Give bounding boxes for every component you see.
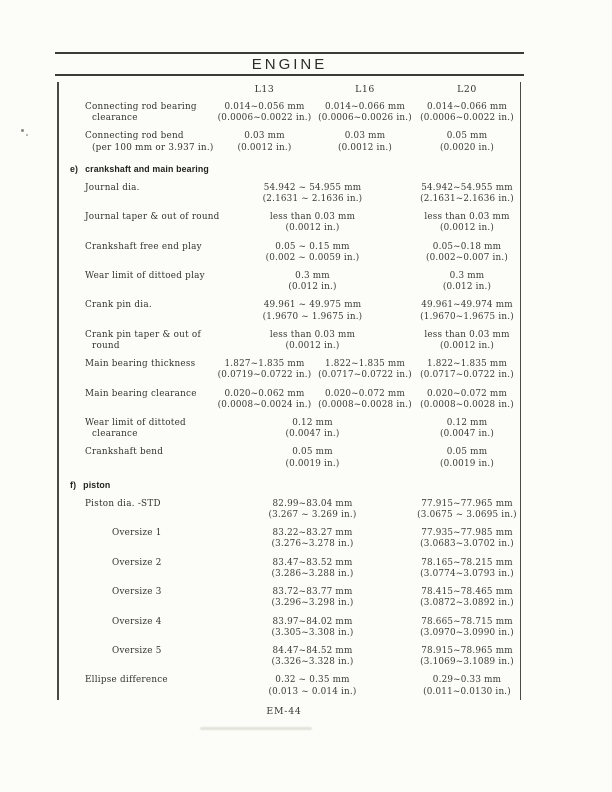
spec-label — [57, 131, 212, 153]
spec-value-line: 83.22~83.27 mm — [272, 528, 353, 539]
spec-value-line: 54.942 ~ 54.955 mm — [263, 182, 362, 193]
spec-label — [57, 212, 220, 234]
spec-label-line: Connecting rod bend — [85, 131, 184, 142]
spec-value-line: (0.0012 in.) — [337, 142, 393, 153]
spec-row — [57, 447, 521, 469]
spec-label — [57, 617, 212, 639]
spec-value-l20 — [413, 183, 521, 205]
spec-value-l20 — [413, 558, 521, 580]
section-prefix: f) — [70, 479, 77, 490]
spec-label-line: Piston dia. -STD — [85, 498, 161, 509]
spec-value-l13-l16 — [212, 587, 413, 609]
spec-value-line: 78.915~78.965 mm — [421, 645, 513, 656]
spec-value-l13-l16 — [212, 300, 413, 322]
column-header-l13: L13 — [254, 84, 275, 95]
spec-value-l13-l16 — [212, 330, 413, 352]
spec-value-l13-l16 — [212, 617, 413, 639]
spec-value-line: 0.05 ~ 0.15 mm — [275, 241, 350, 252]
section-header — [70, 164, 521, 174]
spec-label-line: Journal dia. — [85, 182, 140, 193]
spec-value-l16 — [317, 389, 413, 411]
spec-value-l20 — [413, 131, 521, 153]
spec-label-line: (per 100 mm or 3.937 in.) — [92, 142, 214, 153]
spec-value-line: (2.1631 ~ 2.1636 in.) — [262, 194, 363, 205]
spec-value-line: 0.05 mm — [292, 447, 333, 458]
spec-label-line: Oversize 4 — [112, 616, 162, 627]
spec-row — [57, 300, 521, 322]
spec-value-line: (0.002 ~ 0.0059 in.) — [265, 252, 360, 263]
spec-value-l20 — [413, 499, 521, 521]
spec-value-line: (3.0774~3.0793 in.) — [420, 568, 514, 579]
spec-value-l20 — [413, 271, 521, 293]
spec-label-line: clearance — [92, 113, 138, 124]
spec-label — [57, 271, 212, 293]
spec-value-l20 — [413, 330, 521, 352]
spec-row — [57, 389, 521, 411]
column-header-l20: L20 — [457, 84, 477, 95]
spec-row — [57, 359, 521, 381]
spec-value-line: 0.05~0.18 mm — [432, 241, 502, 252]
spec-value-line: (0.0008~0.0028 in.) — [318, 399, 412, 410]
spec-table — [57, 84, 521, 705]
spec-value-l13 — [212, 131, 317, 153]
spec-label-line: Main bearing thickness — [85, 359, 196, 370]
spec-value-line: 1.822~1.835 mm — [426, 359, 508, 370]
spec-value-l13-l16 — [212, 646, 413, 668]
spec-label — [57, 330, 212, 352]
spec-value-line: 78.165~78.215 mm — [421, 557, 513, 568]
spec-value-line: 84.47~84.52 mm — [272, 645, 353, 656]
spec-value-l13-l16 — [212, 447, 413, 469]
spec-label-line: Main bearing clearance — [85, 388, 197, 399]
spec-value-line: (3.0970~3.0990 in.) — [420, 627, 514, 638]
spec-value-l20 — [413, 212, 521, 234]
spec-value-line: (0.0012 in.) — [439, 223, 495, 234]
spec-value-l20 — [413, 617, 521, 639]
spec-value-line: 82.99~83.04 mm — [272, 498, 353, 509]
spec-value-line: 77.915~77.965 mm — [421, 498, 513, 509]
spec-row — [57, 131, 521, 153]
spec-value-line: (3.0675 ~ 3.0695 in.) — [417, 510, 517, 521]
column-header-spacer — [57, 84, 212, 95]
spec-label-line: Wear limit of dittoted — [85, 418, 186, 429]
header-rule-bottom — [55, 74, 524, 76]
spec-value-line: (0.0019 in.) — [439, 458, 495, 469]
spec-value-l20 — [413, 528, 521, 550]
spec-value-line: (0.012 in.) — [442, 282, 492, 293]
spec-value-line: 1.827~1.835 mm — [224, 359, 305, 370]
spec-value-l20 — [413, 587, 521, 609]
spec-value-l20 — [413, 102, 521, 124]
spec-value-line: 83.47~83.52 mm — [272, 557, 353, 568]
spec-value-line: (2.1631~2.1636 in.) — [420, 194, 514, 205]
spec-value-line: 54.942~54.955 mm — [421, 182, 513, 193]
spec-value-line: 0.3 mm — [295, 271, 330, 282]
spec-label — [57, 102, 212, 124]
spec-value-line: less than 0.03 mm — [269, 212, 356, 223]
spec-value-line: (0.0012 in.) — [237, 142, 292, 153]
spec-value-l20 — [413, 359, 521, 381]
spec-value-line: (3.1069~3.1089 in.) — [420, 657, 514, 668]
spec-value-line: 0.32 ~ 0.35 mm — [275, 675, 350, 686]
spec-value-l20 — [413, 675, 521, 697]
spec-value-line: 49.961 ~ 49.975 mm — [263, 300, 362, 311]
spec-value-line: (3.296~3.298 in.) — [271, 598, 354, 609]
spec-value-line: 0.3 mm — [449, 271, 485, 282]
spec-label-line: round — [92, 341, 120, 352]
section-prefix: e) — [70, 163, 79, 174]
spec-label — [57, 359, 212, 381]
spec-label-line: Crankshaft bend — [85, 447, 164, 458]
spec-row — [57, 183, 521, 205]
spec-row — [57, 646, 521, 668]
spec-label — [57, 447, 212, 469]
spec-value-line: (0.002~0.007 in.) — [425, 252, 509, 263]
spec-row — [57, 212, 521, 234]
spec-value-l13-l16 — [212, 528, 413, 550]
spec-value-line: 49.961~49.974 mm — [421, 300, 513, 311]
spec-value-line: 78.415~78.465 mm — [421, 587, 513, 598]
spec-row — [57, 330, 521, 352]
section-header — [70, 480, 521, 490]
spec-value-line: less than 0.03 mm — [424, 212, 510, 223]
spec-value-line: (3.305~3.308 in.) — [271, 627, 354, 638]
spec-value-l16 — [317, 102, 413, 124]
spec-value-line: (0.0047 in.) — [439, 429, 495, 440]
spec-value-line: (0.0006~0.0022 in.) — [217, 113, 312, 124]
spec-value-line: (0.0717~0.0722 in.) — [318, 370, 412, 381]
spec-value-line: (0.0019 in.) — [285, 458, 340, 469]
spec-value-line: (3.267 ~ 3.269 in.) — [268, 510, 357, 521]
spec-value-line: 0.020~0.072 mm — [324, 388, 406, 399]
spec-value-l16 — [317, 131, 413, 153]
spec-label-line: Wear limit of dittoed play — [85, 271, 205, 282]
spec-value-l20 — [413, 418, 521, 440]
spec-row — [57, 102, 521, 124]
spec-value-l16 — [317, 359, 413, 381]
spec-label-line: Ellipse difference — [85, 675, 168, 686]
spec-label-line: Crank pin taper & out of — [85, 329, 201, 340]
spec-value-line: 0.05 mm — [446, 131, 488, 142]
spec-label-line: Oversize 5 — [112, 645, 162, 656]
spec-value-l13 — [212, 102, 317, 124]
spec-label — [57, 675, 212, 697]
section-title: piston — [83, 479, 111, 490]
spec-value-line: (1.9670 ~ 1.9675 in.) — [262, 311, 363, 322]
spec-value-line: less than 0.03 mm — [269, 329, 356, 340]
spec-label-line: Journal taper & out of round — [85, 212, 220, 223]
spec-value-line: (0.013 ~ 0.014 in.) — [268, 686, 357, 697]
spec-value-line: 0.014~0.056 mm — [224, 102, 305, 112]
spec-label-line: Crank pin dia. — [85, 300, 152, 311]
spec-label-line: clearance — [92, 429, 138, 440]
spec-label — [57, 558, 212, 580]
spec-value-line: (0.0012 in.) — [285, 223, 340, 234]
spec-value-l13-l16 — [212, 242, 413, 264]
spec-value-line: (0.0719~0.0722 in.) — [217, 370, 312, 381]
column-header-l16: L16 — [355, 84, 375, 95]
spec-value-line: (0.0020 in.) — [439, 142, 495, 153]
spec-value-line: (3.0872~3.0892 in.) — [420, 598, 514, 609]
spec-label — [57, 183, 212, 205]
spec-row — [57, 587, 521, 609]
page-title: ENGINE — [251, 56, 328, 73]
spec-value-line: 83.97~84.02 mm — [272, 616, 353, 627]
column-header-row — [57, 84, 521, 95]
spec-label — [57, 646, 212, 668]
spec-value-l20 — [413, 389, 521, 411]
spec-value-l13-l16 — [212, 212, 413, 234]
spec-value-line: (0.011~0.0130 in.) — [423, 686, 511, 697]
spec-value-l13-l16 — [212, 183, 413, 205]
spec-row — [57, 528, 521, 550]
spec-value-line: 0.014~0.066 mm — [426, 102, 508, 112]
spec-label — [57, 242, 212, 264]
spec-row — [57, 558, 521, 580]
spec-value-line: (0.0717~0.0722 in.) — [420, 370, 514, 381]
page-number: EM-44 — [266, 706, 302, 717]
spec-value-line: (0.0006~0.0022 in.) — [420, 113, 514, 124]
spec-label — [57, 389, 212, 411]
spec-label-line: Connecting rod bearing — [85, 102, 197, 112]
spec-value-line: (0.0008~0.0024 in.) — [217, 399, 312, 410]
spec-value-line: 0.020~0.072 mm — [426, 388, 508, 399]
spec-value-l13-l16 — [212, 675, 413, 697]
spec-value-line: (0.0008~0.0028 in.) — [420, 399, 514, 410]
spec-value-line: 0.29~0.33 mm — [432, 675, 502, 686]
spec-value-line: 0.12 mm — [292, 418, 333, 429]
spec-value-line: 0.020~0.062 mm — [224, 388, 305, 399]
spec-row — [57, 675, 521, 697]
spec-label — [57, 499, 212, 521]
spec-label-line: Oversize 3 — [112, 587, 162, 598]
spec-value-l20 — [413, 242, 521, 264]
spec-value-line: 78.665~78.715 mm — [421, 616, 513, 627]
spec-row — [57, 271, 521, 293]
spec-value-line: 0.03 mm — [244, 131, 285, 142]
spec-label — [57, 300, 212, 322]
spec-label-line: Oversize 2 — [112, 557, 162, 568]
spec-label-line: Oversize 1 — [112, 528, 162, 539]
spec-value-l20 — [413, 646, 521, 668]
spec-value-line: (3.286~3.288 in.) — [271, 568, 354, 579]
spec-value-line: 0.014~0.066 mm — [324, 102, 406, 112]
spec-value-line: (0.0012 in.) — [439, 341, 495, 352]
spec-value-line: less than 0.03 mm — [424, 329, 510, 340]
spec-value-l13 — [212, 389, 317, 411]
header-rule-top — [55, 52, 524, 54]
spec-value-line: 0.05 mm — [446, 447, 488, 458]
spec-value-l13-l16 — [212, 499, 413, 521]
spec-table-body — [57, 102, 521, 698]
spec-value-l20 — [413, 447, 521, 469]
spec-label — [57, 418, 212, 440]
spec-row — [57, 499, 521, 521]
scan-smudge — [200, 727, 312, 730]
spec-value-line: 77.935~77.985 mm — [421, 528, 513, 539]
spec-value-l20 — [413, 300, 521, 322]
spec-label-line: Crankshaft free end play — [85, 241, 202, 252]
spec-label — [57, 528, 212, 550]
section-title: crankshaft and main bearing — [85, 163, 209, 174]
spec-value-line: (3.276~3.278 in.) — [271, 539, 354, 550]
scan-speck — [21, 129, 24, 132]
spec-row — [57, 617, 521, 639]
spec-value-l13-l16 — [212, 271, 413, 293]
spec-value-line: (0.0006~0.0026 in.) — [318, 113, 412, 124]
spec-value-line: 0.12 mm — [446, 418, 488, 429]
spec-label — [57, 587, 212, 609]
spec-value-line: 1.822~1.835 mm — [324, 359, 406, 370]
spec-value-line: (3.326~3.328 in.) — [271, 657, 354, 668]
spec-value-line: (3.0683~3.0702 in.) — [420, 539, 514, 550]
spec-row — [57, 418, 521, 440]
spec-value-l13-l16 — [212, 558, 413, 580]
scan-speck — [26, 134, 28, 136]
spec-value-line: (1.9670~1.9675 in.) — [420, 311, 514, 322]
spec-value-line: (0.0047 in.) — [285, 429, 340, 440]
spec-value-line: (0.012 in.) — [288, 282, 337, 293]
spec-value-line: 83.72~83.77 mm — [272, 587, 353, 598]
spec-value-line: 0.03 mm — [344, 131, 386, 142]
spec-row — [57, 242, 521, 264]
spec-value-line: (0.0012 in.) — [285, 341, 340, 352]
spec-value-l13-l16 — [212, 418, 413, 440]
spec-value-l13 — [212, 359, 317, 381]
